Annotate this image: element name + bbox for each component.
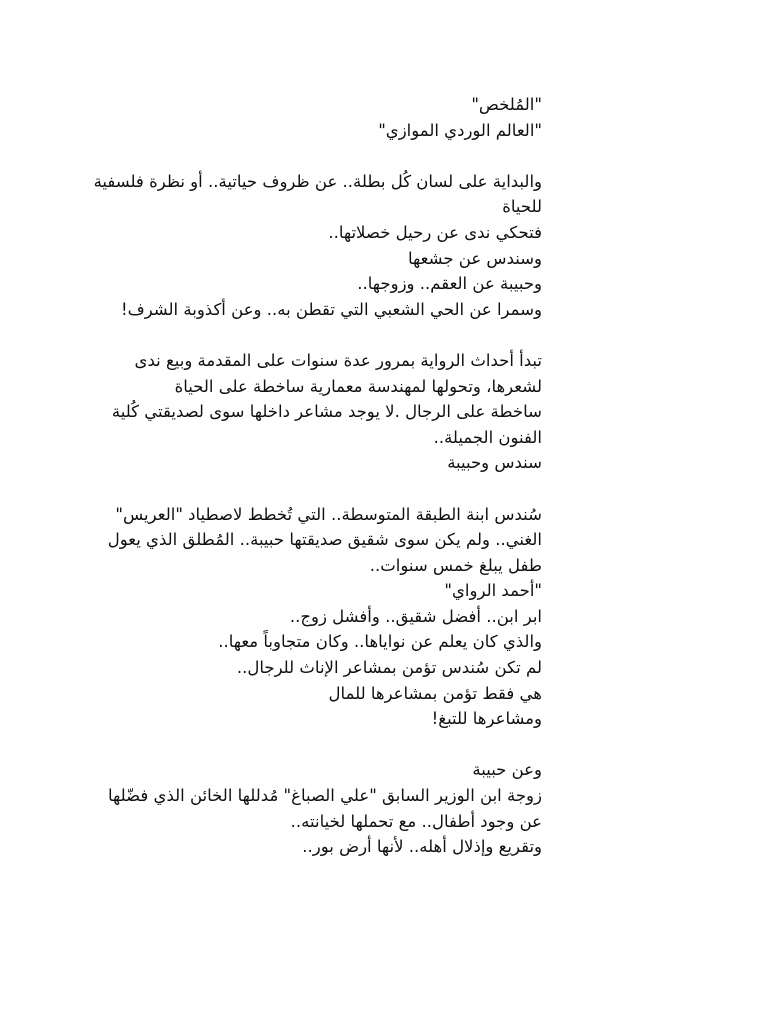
text-line: وسمرا عن الحي الشعبي التي تقطن به.. وعن أكذوبة الشرف! (120, 299, 542, 319)
text-line: والبداية على لسان كُل بطلة.. عن ظروف حياتية.. أو نظرة فلسفية للحياة (93, 171, 542, 217)
paragraph-nada (90, 348, 542, 476)
text-line: وسندس عن جشعها (408, 248, 542, 268)
paragraph-gap (90, 322, 542, 348)
paragraph-intro (90, 169, 542, 323)
paragraph-sondos (90, 502, 542, 732)
paragraph-title (90, 92, 542, 143)
text-line: "العالم الوردي الموازي" (378, 120, 542, 140)
text-line: لم تكن سُندس تؤمن بمشاعر الإناث للرجال.. (236, 658, 542, 678)
text-line: هي فقط تؤمن بمشاعرها للمال (328, 683, 542, 703)
text-line: زوجة ابن الوزير السابق "علي الصباغ" مُدللها الخائن الذي فضّلها عن وجود أطفال.. مع تحملها لخيانته.. (108, 786, 542, 831)
text-line: فتحكي ندى عن رحيل خصلاتها.. (328, 222, 542, 242)
paragraph-habiba (90, 757, 542, 859)
text-line: ومشاعرها للتبغ! (431, 709, 542, 729)
document-page (90, 92, 542, 860)
text-line: سندس وحبيبة (447, 453, 542, 473)
text-line: وحبيبة عن العقم.. وزوجها.. (357, 274, 542, 294)
text-line: "المُلخص" (471, 95, 542, 114)
paragraph-gap (90, 476, 542, 502)
text-line: وتقريع وإذلال أهله.. لأنها أرض بور.. (302, 837, 542, 857)
paragraph-gap (90, 732, 542, 758)
text-line: والذي كان يعلم عن نواياها.. وكان متجاوباً معها.. (218, 632, 542, 652)
text-line: ساخطة على الرجال .لا يوجد مشاعر داخلها سوى لصديقتي كُلية الفنون الجميلة.. (111, 402, 542, 447)
text-line: ابر ابن.. أفضل شقيق.. وأفشل زوج.. (289, 606, 542, 626)
paragraph-gap (90, 143, 542, 169)
text-line: "أحمد الرواي" (444, 581, 542, 601)
text-line: وعن حبيبة (472, 760, 542, 780)
text-line: سُندس ابنة الطبقة المتوسطة.. التي تُخطط لاصطياد "العريس" الغني.. ولم يكن سوى شقيق صديقتها حبيبة.. المُطلق الذي يعول طفل يبلغ خمس سنوات.. (107, 504, 542, 575)
text-line: تبدأ أحداث الرواية بمرور عدة سنوات على المقدمة وبيع ندى لشعرها، وتحولها لمهندسة معمارية ساخطة على الحياة (134, 350, 542, 396)
